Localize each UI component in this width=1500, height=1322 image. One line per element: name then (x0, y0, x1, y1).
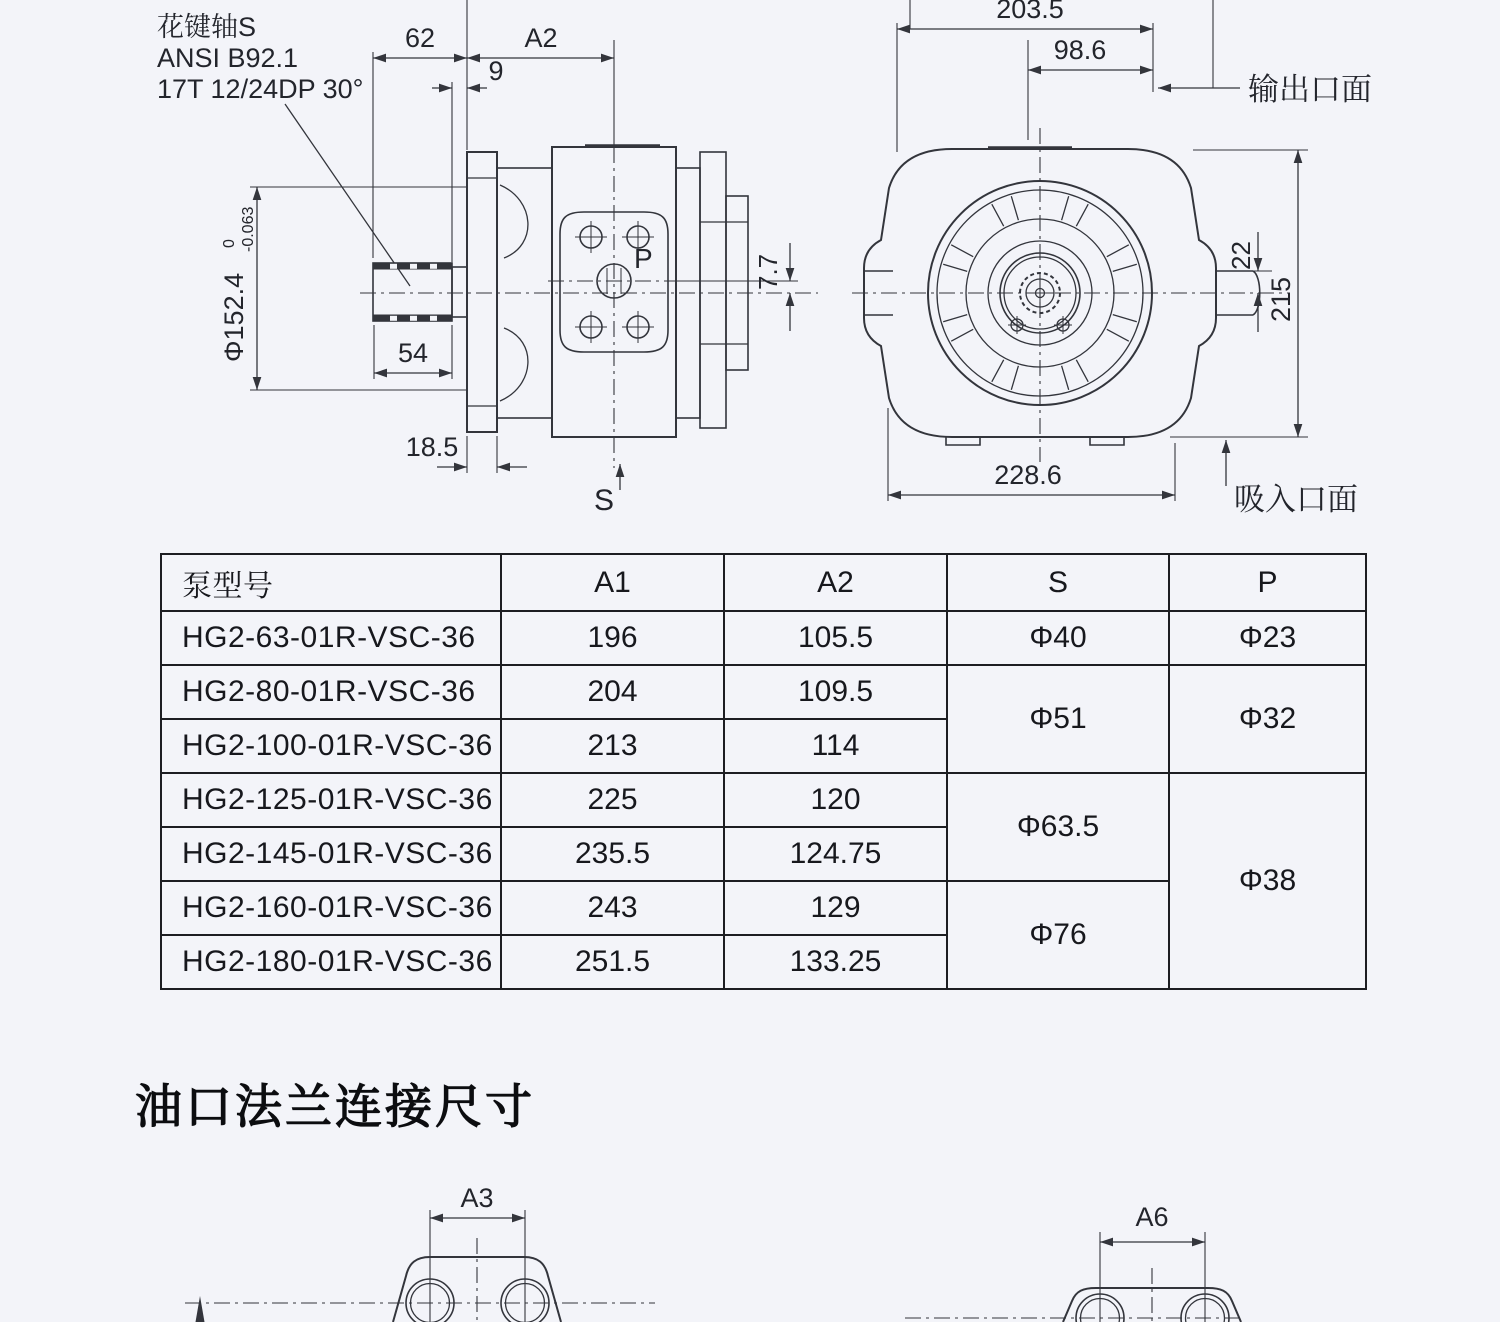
cell-a1: 225 (501, 773, 724, 827)
dim-22: 22 (1226, 241, 1256, 270)
dim-9: 9 (488, 56, 504, 86)
cell-model: HG2-125-01R-VSC-36 (161, 773, 501, 827)
cell-model: HG2-63-01R-VSC-36 (161, 611, 501, 665)
side-view-dimensions (219, 0, 798, 473)
flange-drawings (0, 1150, 1500, 1322)
dim-18-5: 18.5 (405, 432, 459, 462)
foot-right (1090, 437, 1124, 445)
mounting-flange (467, 152, 497, 432)
spline-note-line3: 17T 12/24DP 30° (157, 74, 364, 104)
table-row (161, 773, 1366, 827)
flange-view-left (185, 1183, 655, 1322)
cell-model: HG2-145-01R-VSC-36 (161, 827, 501, 881)
cell-a2: 120 (724, 773, 947, 827)
section-title: 油口法兰连接尺寸 (135, 1080, 535, 1133)
cell-a1: 235.5 (501, 827, 724, 881)
hub-bolt-hole (1054, 316, 1072, 334)
cell-model: HG2-160-01R-VSC-36 (161, 881, 501, 935)
dim-a3: A3 (460, 1183, 494, 1213)
cell-p: Φ32 (1169, 665, 1366, 773)
dim-phi152 (219, 207, 257, 362)
col-header-p: P (1169, 554, 1366, 611)
pump-front-view (852, 0, 1372, 517)
col-header-a1: A1 (501, 554, 724, 611)
cell-s: Φ63.5 (947, 773, 1169, 881)
cell-p: Φ23 (1169, 611, 1366, 665)
cell-a2: 129 (724, 881, 947, 935)
spline-leader-line (285, 104, 410, 286)
col-header-s: S (947, 554, 1169, 611)
col-header-a2: A2 (724, 554, 947, 611)
dim-98-6: 98.6 (1053, 35, 1107, 65)
cell-a2: 114 (724, 719, 947, 773)
s-port-label: S (594, 484, 615, 517)
cell-model: HG2-180-01R-VSC-36 (161, 935, 501, 989)
top-drawings (0, 0, 1500, 545)
spline-note-line1: 花键轴S (157, 12, 257, 42)
dim-203-5: 203.5 (996, 0, 1064, 24)
dim-228-6: 228.6 (994, 460, 1062, 490)
foot-left (946, 437, 980, 445)
spline-note (157, 12, 410, 286)
bolt-hole (622, 311, 654, 343)
bolt-hole (575, 311, 607, 343)
dim-phi152-tol-lower: -0.063 (240, 206, 257, 252)
hub-bolt-hole (1008, 316, 1026, 334)
pump-body-side (497, 146, 748, 437)
cell-a2: 109.5 (724, 665, 947, 719)
outlet-face-label: 输出口面 (1248, 72, 1372, 107)
cell-a1: 251.5 (501, 935, 724, 989)
flange-view-right (905, 1202, 1245, 1322)
cell-a1: 204 (501, 665, 724, 719)
dim-a2: A2 (524, 23, 558, 53)
dim-215: 215 (1266, 276, 1296, 322)
dim-phi152-tol-upper: 0 (221, 239, 238, 248)
col-header-model: 泵型号 (161, 554, 501, 611)
bolt-hole (575, 221, 607, 253)
svg-text:Φ152.4: Φ152.4 (219, 272, 249, 362)
table-row (161, 665, 1366, 719)
cell-a1: 196 (501, 611, 724, 665)
table-row (161, 611, 1366, 665)
cropped-dim-arrow (196, 1296, 205, 1322)
front-view-dimensions (888, 0, 1372, 517)
p-port-label: P (634, 243, 653, 274)
cell-s: Φ76 (947, 881, 1169, 989)
cell-s: Φ51 (947, 665, 1169, 773)
cell-a2: 124.75 (724, 827, 947, 881)
spline-note-line2: ANSI B92.1 (157, 43, 299, 73)
inlet-face-label: 吸入口面 (1234, 482, 1358, 517)
dim-a6: A6 (1135, 1202, 1169, 1232)
cell-model: HG2-100-01R-VSC-36 (161, 719, 501, 773)
dim-62: 62 (404, 23, 436, 53)
pump-dimension-table (160, 553, 1367, 990)
cell-p: Φ38 (1169, 773, 1366, 989)
table-header-row (161, 554, 1366, 611)
spline-shaft (373, 263, 467, 321)
dim-54: 54 (397, 338, 429, 368)
dim-7-7: 7.7 (753, 253, 783, 290)
cell-a1: 243 (501, 881, 724, 935)
cell-a1: 213 (501, 719, 724, 773)
cell-s: Φ40 (947, 611, 1169, 665)
cell-model: HG2-80-01R-VSC-36 (161, 665, 501, 719)
cell-a2: 133.25 (724, 935, 947, 989)
cell-a2: 105.5 (724, 611, 947, 665)
